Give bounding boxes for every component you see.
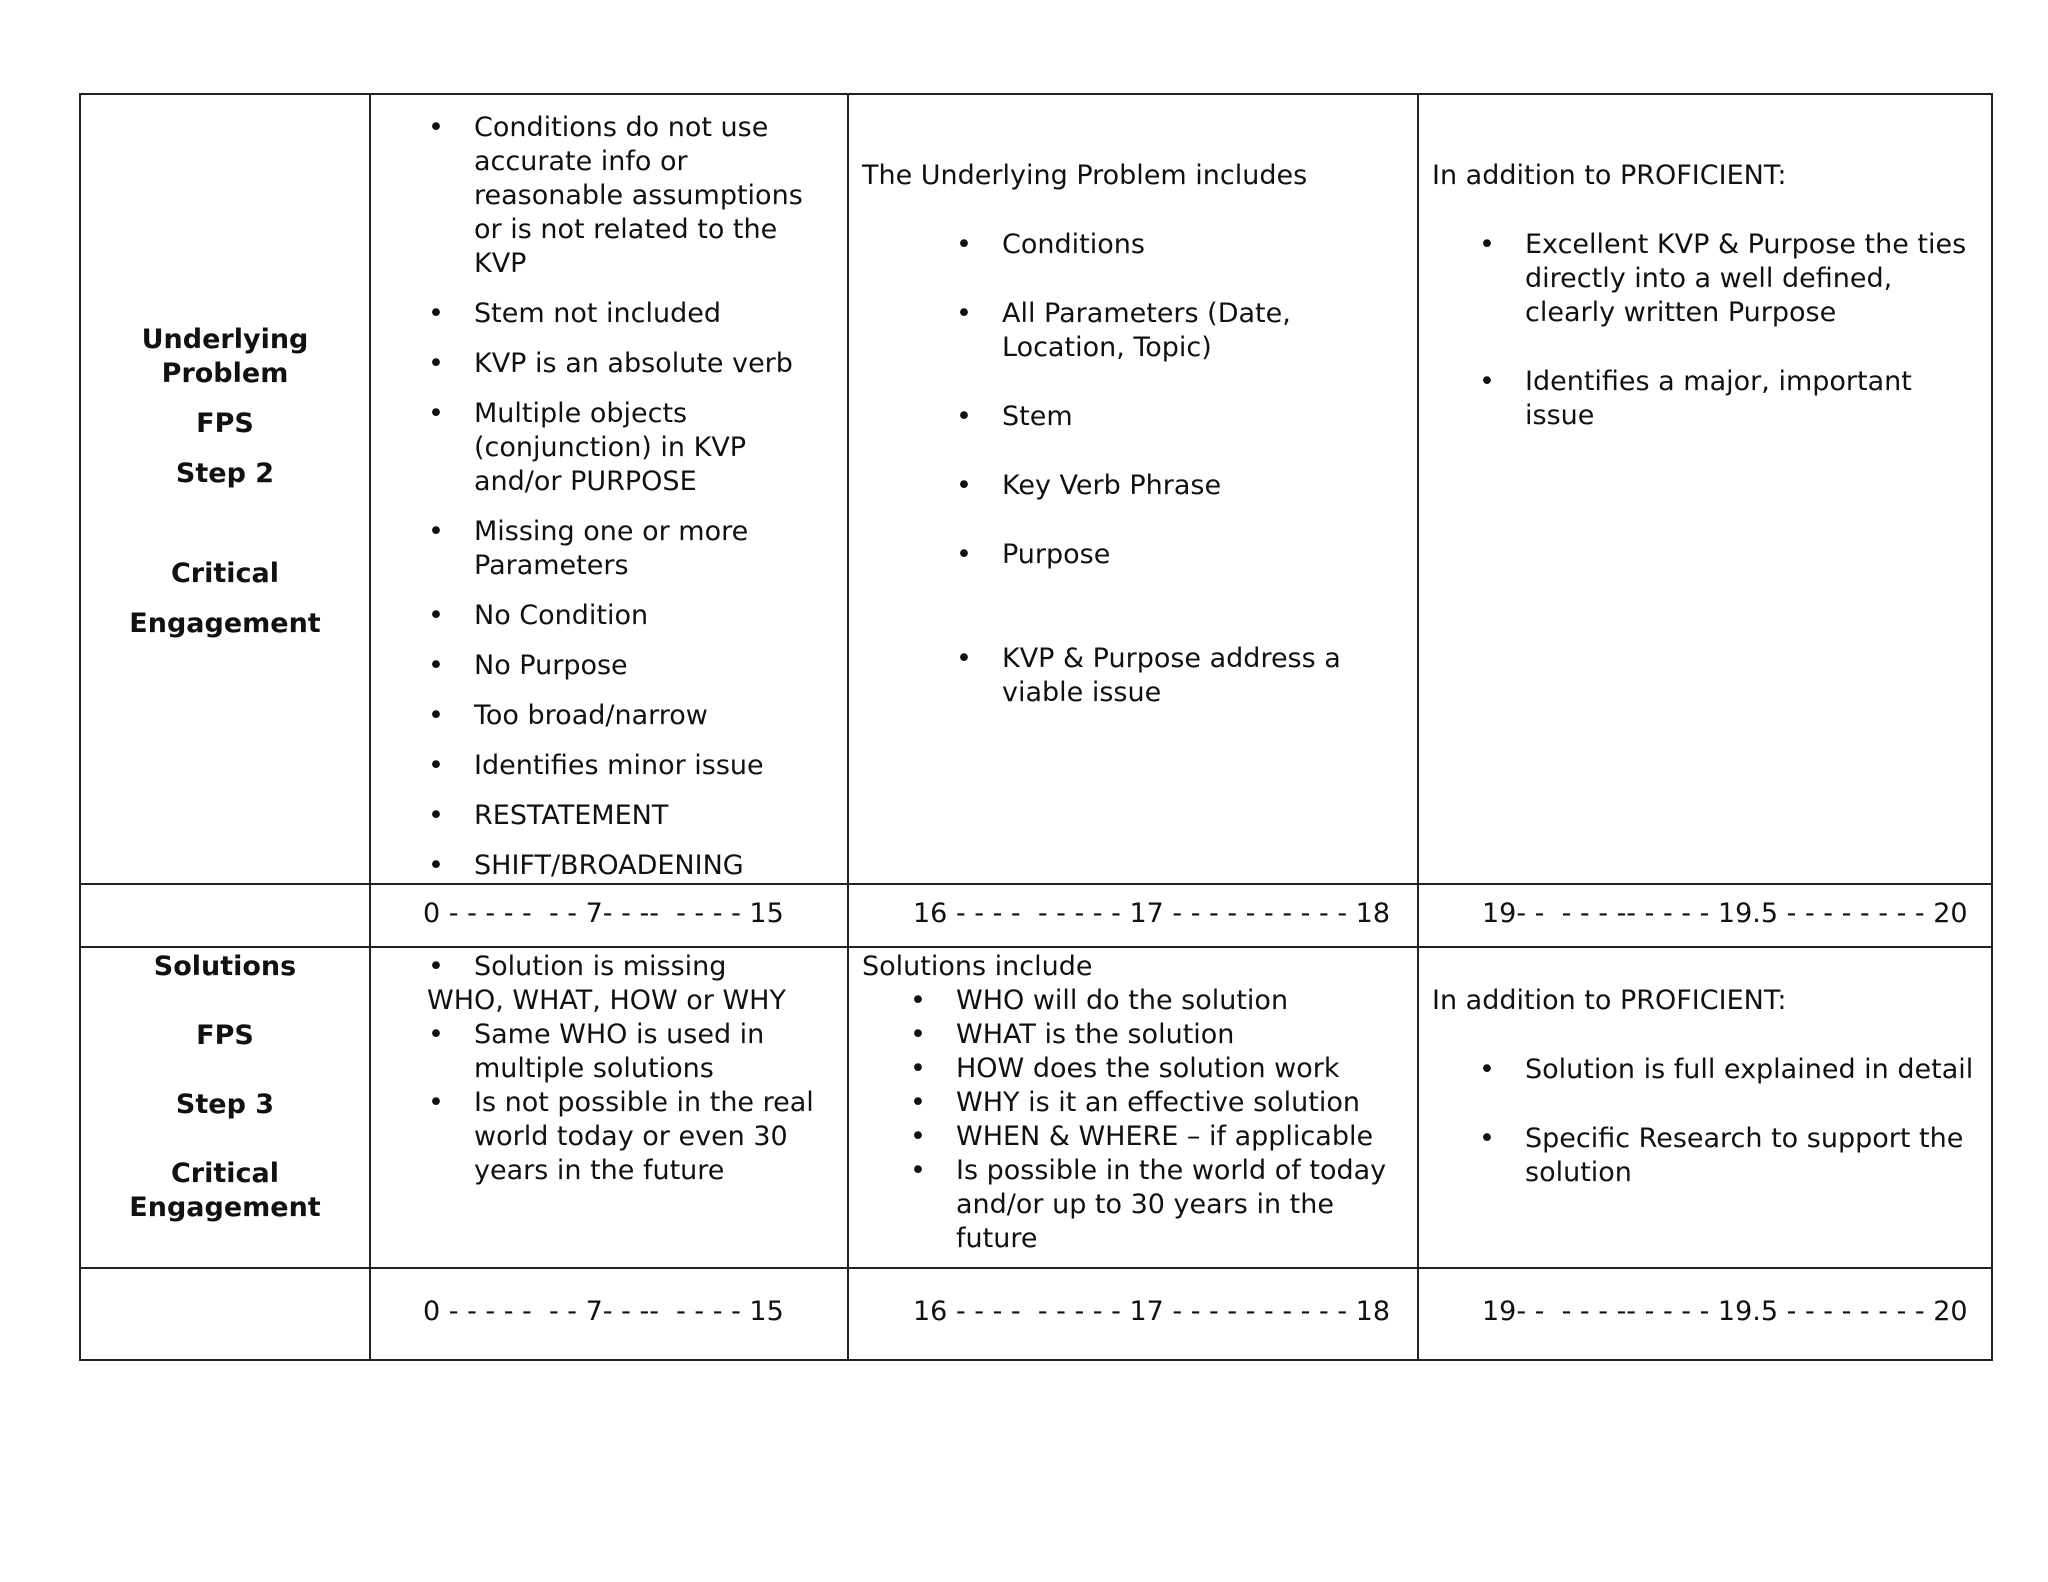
underlying-problem-proficient-cell	[848, 94, 1418, 884]
list-item: • Too broad/narrow	[474, 699, 835, 733]
list-item: • Identifies a major, important issue	[1525, 365, 1979, 433]
label-step: Step 2	[175, 458, 275, 489]
solutions-advanced-intro: In addition to PROFICIENT:	[1432, 985, 1787, 1016]
beginning-score-cell	[370, 1268, 848, 1360]
advanced-intro: In addition to PROFICIENT:	[1432, 160, 1787, 191]
list-item: • Excellent KVP & Purpose the ties directly into a well defined, clearly written Purpose	[1525, 228, 1979, 330]
list-item: • Conditions	[1002, 228, 1405, 262]
solutions-row	[80, 947, 1992, 1268]
list-item: • Stem	[1002, 400, 1405, 434]
list-item: • WHEN & WHERE – if applicable	[956, 1120, 1405, 1154]
beginning-criteria-list	[474, 111, 835, 883]
label-fps: FPS	[196, 1020, 254, 1051]
solutions-score-row	[80, 1268, 1992, 1360]
list-item: • SHIFT/BROADENING	[474, 849, 835, 883]
score-label-cell	[80, 884, 370, 947]
missing-elements-text: WHO, WHAT, HOW or WHY	[427, 985, 786, 1016]
advanced-score-range: 19- - - - - -- - - - - 19.5 - - - - - - - - 20	[1482, 898, 1968, 929]
list-item: • KVP is an absolute verb	[474, 347, 835, 381]
label-fps: FPS	[196, 408, 254, 439]
list-item: • WHAT is the solution	[956, 1018, 1405, 1052]
label-title-line2: Problem	[161, 358, 289, 389]
advanced-criteria-list	[1432, 228, 1979, 433]
proficient-intro: The Underlying Problem includes	[862, 160, 1308, 191]
beginning-score-cell	[370, 884, 848, 947]
advanced-score-cell	[1418, 1268, 1992, 1360]
proficient-score-range: 16 - - - - - - - - - 17 - - - - - - - - - - 18	[913, 1296, 1390, 1327]
label-critical: Critical	[170, 558, 280, 589]
list-item: • KVP & Purpose address a viable issue	[1002, 642, 1405, 710]
list-item: • Purpose	[1002, 538, 1405, 572]
list-item: • RESTATEMENT	[474, 799, 835, 833]
proficient-criteria-list	[862, 228, 1405, 710]
solutions-label-cell	[80, 947, 370, 1268]
underlying-problem-label-cell	[80, 94, 370, 884]
list-item: • All Parameters (Date, Location, Topic)	[1002, 297, 1405, 365]
list-item: • Same WHO is used in multiple solutions	[474, 1018, 835, 1086]
label-critical: Critical	[170, 1158, 280, 1189]
list-item: • Solution is full explained in detail	[1525, 1053, 1979, 1087]
underlying-problem-beginning-cell	[370, 94, 848, 884]
score-label-cell	[80, 1268, 370, 1360]
list-item: • No Condition	[474, 599, 835, 633]
solutions-advanced-list	[1432, 1053, 1979, 1190]
solutions-advanced-cell	[1418, 947, 1992, 1268]
list-item: • Key Verb Phrase	[1002, 469, 1405, 503]
advanced-score-range: 19- - - - - -- - - - - 19.5 - - - - - - - - 20	[1482, 1296, 1968, 1327]
list-item: • WHY is it an effective solution	[956, 1086, 1405, 1120]
list-item: • WHO will do the solution	[956, 984, 1405, 1018]
beginning-score-range: 0 - - - - - - - 7- - -- - - - - 15	[423, 1296, 784, 1327]
solutions-beginning-list	[427, 950, 835, 984]
solutions-proficient-cell	[848, 947, 1418, 1268]
list-item: • Is not possible in the real world today or even 30 years in the future	[474, 1086, 835, 1188]
underlying-problem-row	[80, 94, 1992, 884]
advanced-score-cell	[1418, 884, 1992, 947]
list-item: • HOW does the solution work	[956, 1052, 1405, 1086]
list-item: • Specific Research to support the solution	[1525, 1122, 1979, 1190]
list-item: • Missing one or more Parameters	[474, 515, 835, 583]
solutions-beginning-list-2	[427, 1018, 835, 1188]
list-item: • Multiple objects (conjunction) in KVP and/or PURPOSE	[474, 397, 835, 499]
list-item: • Solution is missing	[474, 950, 835, 984]
solutions-proficient-intro: Solutions include	[862, 951, 1093, 982]
label-engagement: Engagement	[129, 1192, 321, 1223]
label-title: Solutions	[153, 951, 297, 982]
list-item: • Conditions do not use accurate info or reasonable assumptions or is not related to the KVP	[474, 111, 835, 281]
underlying-problem-score-row	[80, 884, 1992, 947]
label-step: Step 3	[175, 1089, 275, 1120]
proficient-score-cell	[848, 1268, 1418, 1360]
proficient-score-cell	[848, 884, 1418, 947]
label-engagement: Engagement	[129, 608, 321, 639]
solutions-proficient-list	[862, 984, 1405, 1256]
list-item: • Identifies minor issue	[474, 749, 835, 783]
proficient-score-range: 16 - - - - - - - - - 17 - - - - - - - - - - 18	[913, 898, 1390, 929]
solutions-beginning-cell	[370, 947, 848, 1268]
list-item: • Is possible in the world of today and/or up to 30 years in the future	[956, 1154, 1405, 1256]
beginning-score-range: 0 - - - - - - - 7- - -- - - - - 15	[423, 898, 784, 929]
label-title-line1: Underlying	[141, 324, 309, 355]
underlying-problem-advanced-cell	[1418, 94, 1992, 884]
rubric-table	[79, 93, 1993, 1361]
list-item: • Stem not included	[474, 297, 835, 331]
list-item: • No Purpose	[474, 649, 835, 683]
